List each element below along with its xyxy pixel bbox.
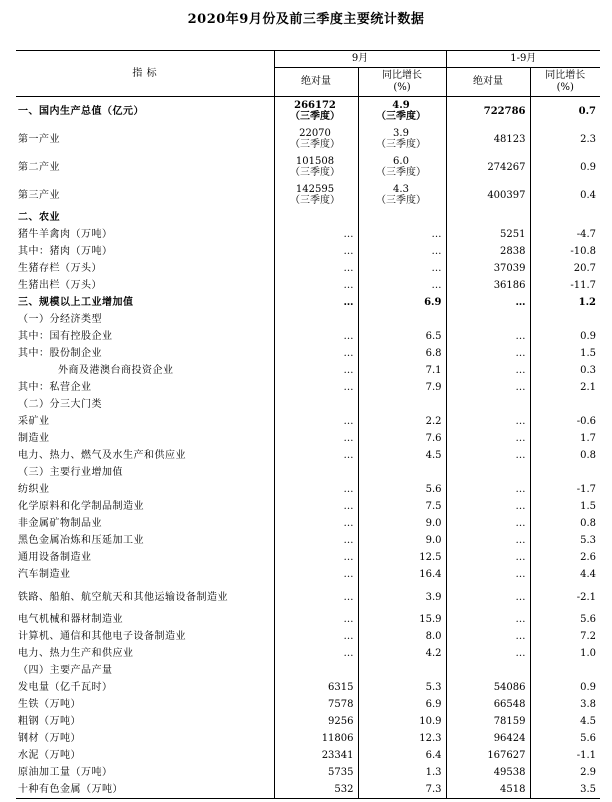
col-header-abs-month: 绝对量	[274, 68, 358, 97]
table-row	[16, 260, 600, 277]
abs-ytd-value: …	[446, 345, 530, 362]
yoy-ytd-value	[530, 464, 600, 481]
table-row	[16, 549, 600, 566]
yoy-month-value: 12.5	[358, 549, 446, 566]
indicator-header: 指 标	[16, 51, 274, 97]
abs-ytd-value: 96424	[446, 730, 530, 747]
abs-ytd-value	[446, 209, 530, 226]
yoy-ytd-value: 7.2	[580, 631, 597, 642]
abs-ytd-value: 5251	[446, 226, 530, 243]
period-header-month: 9月	[274, 51, 446, 68]
yoy-month-value: 3.9	[358, 583, 446, 611]
yoy-ytd-value: 0.4	[580, 189, 597, 201]
yoy-ytd-value: 0.7	[578, 105, 597, 117]
abs-ytd-value: …	[446, 430, 530, 447]
table-row	[16, 97, 600, 126]
abs-month-value	[274, 209, 358, 226]
abs-ytd-value: 274267	[446, 153, 530, 181]
row-label: 十种有色金属（万吨）	[16, 781, 274, 799]
table-row	[16, 764, 600, 781]
row-label: 第二产业	[16, 153, 274, 181]
abs-month-value: 101508 （三季度）	[274, 153, 358, 181]
table-row	[16, 396, 600, 413]
abs-month-value: 22070 （三季度）	[274, 125, 358, 153]
row-label: 其中：私营企业	[16, 379, 274, 396]
abs-ytd-value: …	[446, 447, 530, 464]
yoy-ytd-value: 0.3	[580, 365, 597, 376]
yoy-month-value: 7.3	[358, 781, 446, 799]
yoy-ytd-value: 4.5	[580, 716, 597, 727]
abs-month-value: …	[274, 294, 358, 311]
yoy-month-value: …	[358, 226, 446, 243]
yoy-month-value	[358, 662, 446, 679]
table-row	[16, 311, 600, 328]
yoy-ytd-value: 0.8	[580, 450, 597, 461]
yoy-ytd-value: 0.9	[580, 331, 597, 342]
row-label: 外商及港澳台商投资企业	[16, 362, 274, 379]
page-title: 2020年9月份及前三季度主要统计数据	[187, 12, 425, 27]
row-label: 二、农业	[16, 209, 274, 226]
yoy-month-value: 7.1	[358, 362, 446, 379]
yoy-ytd-value: 1.5	[580, 501, 597, 512]
table-row	[16, 566, 600, 583]
abs-month-value: 9256	[274, 713, 358, 730]
abs-month-value	[274, 396, 358, 413]
abs-ytd-value: …	[446, 481, 530, 498]
table-row	[16, 628, 600, 645]
abs-ytd-value: 54086	[446, 679, 530, 696]
yoy-month-value: 4.3 （三季度）	[358, 181, 446, 209]
abs-month-value: …	[274, 277, 358, 294]
yoy-month-value: 5.3	[358, 679, 446, 696]
abs-ytd-value: …	[446, 645, 530, 662]
table-row	[16, 532, 600, 549]
abs-ytd-value	[446, 464, 530, 481]
yoy-month-value	[358, 464, 446, 481]
yoy-month-value: 6.9	[358, 294, 446, 311]
row-label: 三、规模以上工业增加值	[16, 294, 274, 311]
abs-month-value: 532	[274, 781, 358, 799]
abs-ytd-value: …	[446, 379, 530, 396]
row-label: 生铁（万吨）	[16, 696, 274, 713]
table-row	[16, 464, 600, 481]
abs-month-value: …	[274, 566, 358, 583]
row-label: 粗钢（万吨）	[16, 713, 274, 730]
row-label: 其中：股份制企业	[16, 345, 274, 362]
abs-month-value: …	[274, 549, 358, 566]
yoy-month-value: 2.2	[358, 413, 446, 430]
row-label: 其中：猪肉（万吨）	[16, 243, 274, 260]
row-label: 钢材（万吨）	[16, 730, 274, 747]
row-label: （二）分三大门类	[16, 396, 274, 413]
abs-month-value: 142595 （三季度）	[274, 181, 358, 209]
abs-ytd-value	[446, 311, 530, 328]
yoy-month-value: 6.8	[358, 345, 446, 362]
yoy-ytd-value: 1.2	[578, 297, 597, 308]
period-header-ytd: 1-9月	[446, 51, 600, 68]
yoy-month-value	[358, 311, 446, 328]
col-header-yoy-ytd: 同比增长 (%)	[530, 68, 600, 97]
yoy-month-value: 3.9 （三季度）	[358, 125, 446, 153]
abs-ytd-value: …	[446, 328, 530, 345]
abs-ytd-value: 400397	[446, 181, 530, 209]
abs-ytd-value: 36186	[446, 277, 530, 294]
statistics-table	[16, 50, 600, 799]
abs-ytd-value: …	[446, 583, 530, 611]
row-label: 电力、热力、燃气及水生产和供应业	[16, 447, 274, 464]
abs-month-value	[274, 464, 358, 481]
yoy-month-value: 6.5	[358, 328, 446, 345]
yoy-month-value: 7.9	[358, 379, 446, 396]
yoy-ytd-value: -4.7	[576, 229, 597, 240]
row-label: 通用设备制造业	[16, 549, 274, 566]
abs-ytd-value: …	[446, 532, 530, 549]
yoy-month-value: 10.9	[358, 713, 446, 730]
yoy-month-value: 16.4	[358, 566, 446, 583]
col-header-abs-ytd: 绝对量	[446, 68, 530, 97]
abs-month-value: …	[274, 362, 358, 379]
table-row	[16, 730, 600, 747]
yoy-month-value: 7.5	[358, 498, 446, 515]
yoy-ytd-value	[530, 209, 600, 226]
yoy-ytd-value: 1.7	[580, 433, 597, 444]
abs-month-value: 5735	[274, 764, 358, 781]
yoy-ytd-value: 3.8	[580, 699, 597, 710]
abs-ytd-value: …	[446, 628, 530, 645]
yoy-ytd-value: 2.9	[580, 767, 597, 778]
abs-month-value: …	[274, 498, 358, 515]
abs-month-value: 266172 （三季度）	[274, 97, 358, 126]
row-label: 非金属矿物制品业	[16, 515, 274, 532]
table-row	[16, 153, 600, 181]
table-row	[16, 181, 600, 209]
abs-month-value	[274, 311, 358, 328]
row-label: 原油加工量（万吨）	[16, 764, 274, 781]
row-label: 铁路、船舶、航空航天和其他运输设备制造业	[16, 583, 274, 611]
table-row	[16, 662, 600, 679]
abs-ytd-value: …	[446, 566, 530, 583]
abs-ytd-value: …	[446, 413, 530, 430]
table-row	[16, 781, 600, 799]
abs-ytd-value: …	[446, 362, 530, 379]
table-row	[16, 328, 600, 345]
abs-month-value: …	[274, 430, 358, 447]
table-row	[16, 498, 600, 515]
yoy-ytd-value: -10.8	[570, 246, 597, 257]
yoy-month-value: 6.4	[358, 747, 446, 764]
abs-month-value: 23341	[274, 747, 358, 764]
yoy-ytd-value: 4.4	[580, 569, 597, 580]
row-label: 水泥（万吨）	[16, 747, 274, 764]
yoy-month-value: 7.6	[358, 430, 446, 447]
row-label: 生猪存栏（万头）	[16, 260, 274, 277]
yoy-ytd-value	[530, 662, 600, 679]
row-label: 发电量（亿千瓦时）	[16, 679, 274, 696]
abs-month-value: …	[274, 243, 358, 260]
table-row	[16, 345, 600, 362]
abs-month-value: …	[274, 645, 358, 662]
table-row	[16, 430, 600, 447]
yoy-ytd-value: 5.6	[580, 733, 597, 744]
yoy-ytd-value: 0.8	[580, 518, 597, 529]
yoy-month-value: 15.9	[358, 611, 446, 628]
yoy-month-value: 9.0	[358, 532, 446, 549]
abs-ytd-value: …	[446, 294, 530, 311]
row-label: 纺织业	[16, 481, 274, 498]
table-row	[16, 226, 600, 243]
row-label: 猪牛羊禽肉（万吨）	[16, 226, 274, 243]
yoy-month-value: 4.9 （三季度）	[358, 97, 446, 126]
yoy-ytd-value: 5.6	[580, 614, 597, 625]
yoy-ytd-value: 0.9	[580, 161, 597, 173]
table-row	[16, 713, 600, 730]
table-row	[16, 679, 600, 696]
row-label: 化学原料和化学制品制造业	[16, 498, 274, 515]
abs-ytd-value: 66548	[446, 696, 530, 713]
abs-month-value: …	[274, 345, 358, 362]
yoy-ytd-value: 0.9	[580, 682, 597, 693]
row-label: 电气机械和器材制造业	[16, 611, 274, 628]
yoy-month-value: 5.6	[358, 481, 446, 498]
abs-month-value: …	[274, 628, 358, 645]
abs-month-value: …	[274, 260, 358, 277]
table-row	[16, 447, 600, 464]
row-label: （四）主要产品产量	[16, 662, 274, 679]
abs-month-value: 11806	[274, 730, 358, 747]
row-label: 生猪出栏（万头）	[16, 277, 274, 294]
table-row	[16, 413, 600, 430]
yoy-month-value	[358, 396, 446, 413]
yoy-month-value: …	[358, 243, 446, 260]
yoy-ytd-value	[530, 311, 600, 328]
yoy-ytd-value: 2.1	[580, 382, 597, 393]
abs-month-value: …	[274, 328, 358, 345]
abs-ytd-value: 78159	[446, 713, 530, 730]
abs-month-value: 6315	[274, 679, 358, 696]
yoy-ytd-value: -2.1	[576, 591, 597, 603]
abs-ytd-value: 37039	[446, 260, 530, 277]
row-label: 制造业	[16, 430, 274, 447]
yoy-ytd-value: -1.1	[576, 750, 597, 761]
row-label: 黑色金属冶炼和压延加工业	[16, 532, 274, 549]
table-row	[16, 583, 600, 611]
yoy-ytd-value	[530, 396, 600, 413]
yoy-month-value	[358, 209, 446, 226]
yoy-month-value: …	[358, 277, 446, 294]
abs-ytd-value: 48123	[446, 125, 530, 153]
table-row	[16, 243, 600, 260]
abs-month-value: …	[274, 583, 358, 611]
abs-ytd-value	[446, 396, 530, 413]
yoy-ytd-value: -1.7	[576, 484, 597, 495]
yoy-month-value: 12.3	[358, 730, 446, 747]
table-row	[16, 611, 600, 628]
abs-month-value	[274, 662, 358, 679]
row-label: 采矿业	[16, 413, 274, 430]
abs-ytd-value: 167627	[446, 747, 530, 764]
table-row	[16, 125, 600, 153]
row-label: （一）分经济类型	[16, 311, 274, 328]
abs-ytd-value: 49538	[446, 764, 530, 781]
yoy-ytd-value: -0.6	[576, 416, 597, 427]
yoy-ytd-value: 20.7	[573, 263, 597, 274]
abs-month-value: …	[274, 447, 358, 464]
yoy-ytd-value: 2.3	[580, 133, 597, 145]
table-row	[16, 362, 600, 379]
abs-ytd-value: …	[446, 549, 530, 566]
table-row	[16, 379, 600, 396]
table-row	[16, 277, 600, 294]
abs-ytd-value: …	[446, 515, 530, 532]
abs-month-value: …	[274, 532, 358, 549]
yoy-month-value: 9.0	[358, 515, 446, 532]
col-header-yoy-month: 同比增长 (%)	[358, 68, 446, 97]
yoy-month-value: 4.2	[358, 645, 446, 662]
yoy-month-value: 6.0 （三季度）	[358, 153, 446, 181]
yoy-month-value: 8.0	[358, 628, 446, 645]
yoy-month-value: …	[358, 260, 446, 277]
abs-month-value: …	[274, 611, 358, 628]
abs-month-value: …	[274, 481, 358, 498]
abs-ytd-value	[446, 662, 530, 679]
table-row	[16, 645, 600, 662]
table-row	[16, 515, 600, 532]
abs-month-value: …	[274, 515, 358, 532]
row-label: 第一产业	[16, 125, 274, 153]
yoy-ytd-value: 1.5	[580, 348, 597, 359]
row-label: 汽车制造业	[16, 566, 274, 583]
abs-month-value: …	[274, 413, 358, 430]
row-label: 其中：国有控股企业	[16, 328, 274, 345]
yoy-ytd-value: 5.3	[580, 535, 597, 546]
row-label: （三）主要行业增加值	[16, 464, 274, 481]
table-row	[16, 481, 600, 498]
abs-month-value: …	[274, 379, 358, 396]
table-row	[16, 294, 600, 311]
abs-ytd-value: …	[446, 611, 530, 628]
yoy-month-value: 6.9	[358, 696, 446, 713]
table-row	[16, 696, 600, 713]
abs-month-value: …	[274, 226, 358, 243]
row-label: 一、国内生产总值（亿元）	[16, 97, 274, 126]
abs-ytd-value: 722786	[446, 97, 530, 126]
row-label: 电力、热力生产和供应业	[16, 645, 274, 662]
abs-month-value: 7578	[274, 696, 358, 713]
yoy-month-value: 1.3	[358, 764, 446, 781]
yoy-ytd-value: -11.7	[570, 280, 597, 291]
abs-ytd-value: …	[446, 498, 530, 515]
row-label: 第三产业	[16, 181, 274, 209]
yoy-month-value: 4.5	[358, 447, 446, 464]
table-row	[16, 209, 600, 226]
table-body	[16, 97, 600, 799]
yoy-ytd-value: 1.0	[580, 648, 597, 659]
yoy-ytd-value: 2.6	[580, 552, 597, 563]
table-row	[16, 747, 600, 764]
abs-ytd-value: 4518	[446, 781, 530, 799]
yoy-ytd-value: 3.5	[530, 781, 600, 799]
row-label: 计算机、通信和其他电子设备制造业	[16, 628, 274, 645]
abs-ytd-value: 2838	[446, 243, 530, 260]
